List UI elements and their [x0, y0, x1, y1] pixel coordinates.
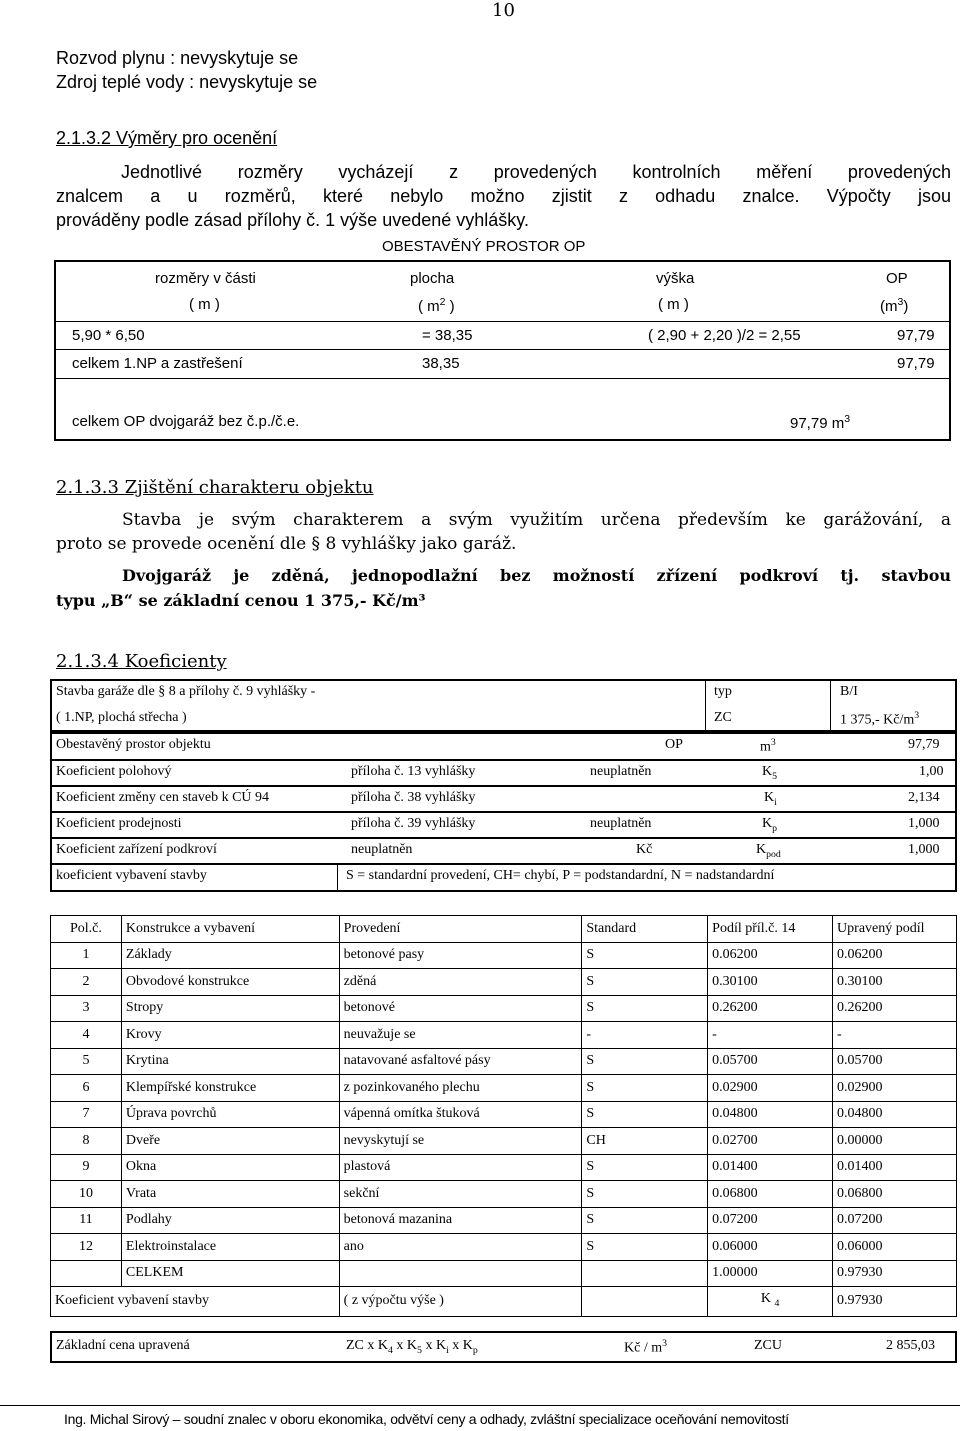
- op-row-area: = 38,35: [422, 327, 473, 344]
- equipment-k4-label: Koeficient vybavení stavby: [51, 1287, 340, 1317]
- op-row-height: ( 2,90 + 2,20 )/2 = 2,55: [648, 327, 801, 344]
- coef-kv-label: koeficient vybavení stavby: [56, 868, 207, 883]
- equipment-item-share: 0.07200: [708, 1207, 833, 1234]
- coef-kp-note: neuplatněn: [590, 816, 652, 831]
- equipment-item-share: 0.02700: [708, 1128, 833, 1155]
- equipment-item-construction: Krytina: [121, 1048, 339, 1075]
- equipment-item-execution: zděná: [339, 969, 582, 996]
- op-header-height: výška: [656, 270, 695, 287]
- equipment-k4-value: 0.97930: [833, 1287, 957, 1317]
- section-heading-charakter: [56, 476, 374, 500]
- coef-kpod-source: neuplatněn: [351, 842, 413, 857]
- coef-kv-divider: [337, 863, 338, 892]
- equipment-row: [51, 942, 957, 969]
- charakter-paragraph-line2: proto se provede ocenění dle § 8 vyhlášky jako garáž.: [56, 534, 517, 554]
- charakter-paragraph-line1: Stavba je svým charakterem a svým využitím určena především ke garážování, a: [122, 510, 951, 530]
- final-unit-sup: 3: [662, 1338, 668, 1349]
- gas-line: Rozvod plynu : nevyskytuje se: [56, 48, 299, 68]
- equipment-item-execution: betonové: [339, 995, 582, 1022]
- coef-k5-symbol: [762, 764, 777, 782]
- equipment-item-share: 0.02900: [708, 1075, 833, 1102]
- equipment-total-empty: [339, 1260, 582, 1287]
- coef-kpod-value: 1,000: [908, 842, 940, 857]
- equipment-row: [51, 995, 957, 1022]
- op-unit-area-base: ( m: [418, 298, 440, 315]
- op-unit-op: [880, 296, 908, 315]
- op-sum-value-sup: 3: [844, 413, 851, 425]
- coef-op-value: 97,79: [908, 737, 940, 752]
- equipment-item-number: 3: [51, 995, 122, 1022]
- equipment-item-standard: S: [582, 995, 708, 1022]
- equipment-item-construction: Klempířské konstrukce: [121, 1075, 339, 1102]
- equipment-item-standard: S: [582, 969, 708, 996]
- equipment-row: [51, 969, 957, 996]
- op-row-op: 97,79: [897, 327, 935, 344]
- op-unit-dims: ( m ): [189, 296, 220, 313]
- equipment-item-execution: betonová mazanina: [339, 1207, 582, 1234]
- equipment-row: [51, 1154, 957, 1181]
- op-unit-op-sup: 3: [897, 296, 904, 308]
- coef-r1-value: B/I: [840, 684, 858, 699]
- final-unit: [624, 1338, 667, 1357]
- op-unit-op-end: ): [903, 298, 909, 315]
- equipment-item-share: 0.05700: [708, 1048, 833, 1075]
- op-sum-label: celkem OP dvojgaráž bez č.p./č.e.: [72, 413, 300, 430]
- equipment-row: [51, 1128, 957, 1155]
- equipment-item-adjusted: 0.06200: [833, 942, 957, 969]
- op-unit-area-sup: 2: [439, 296, 446, 308]
- hot-water-line: Zdroj teplé vody : nevyskytuje se: [56, 72, 318, 92]
- coef-kp-symbol-sub: p: [772, 822, 778, 834]
- coef-ki-symbol-sub: i: [774, 796, 777, 808]
- final-value: 2 855,03: [886, 1338, 935, 1353]
- coef-kpod-symbol-sub: pod: [766, 848, 781, 860]
- final-formula-part: x K: [421, 1338, 447, 1353]
- op-sum-value: [790, 413, 850, 432]
- equipment-row: [51, 1022, 957, 1049]
- op-divider-2: [54, 349, 951, 350]
- coef-ki-symbol: [764, 790, 777, 808]
- equipment-item-standard: S: [582, 1207, 708, 1234]
- coef-r2-value-sup: 3: [914, 710, 920, 721]
- vymery-paragraph-line2: znalcem a u rozměrů, které nebylo možno zjistit z odhadu znalce. Výpočty jsou: [56, 186, 951, 206]
- equipment-item-share: 0.06800: [708, 1181, 833, 1208]
- equipment-header-cell: Podíl příl.č. 14: [708, 916, 833, 943]
- op-total-area: 38,35: [422, 355, 460, 372]
- equipment-total-share: 1.00000: [708, 1260, 833, 1287]
- coef-ki-value: 2,134: [908, 790, 940, 805]
- op-divider-3: [54, 378, 951, 379]
- equipment-item-share: 0.04800: [708, 1101, 833, 1128]
- coef-k5-value: 1,00: [919, 764, 944, 779]
- op-unit-height: ( m ): [658, 296, 689, 313]
- section-heading-charakter-text: 2.1.3.3 Zjištění charakteru objektu: [56, 477, 374, 498]
- coef-frame-kp: [50, 811, 957, 839]
- equipment-k4-empty: [582, 1287, 708, 1317]
- equipment-item-standard: S: [582, 1234, 708, 1261]
- final-formula-part: ZC x K: [346, 1338, 388, 1353]
- coef-kpod-symbol-base: K: [756, 842, 767, 857]
- coef-r2-zc: ZC: [714, 710, 732, 725]
- equipment-item-adjusted: 0.26200: [833, 995, 957, 1022]
- equipment-item-execution: z pozinkovaného plechu: [339, 1075, 582, 1102]
- final-formula-part: x K: [448, 1338, 473, 1353]
- equipment-row: [51, 1181, 957, 1208]
- equipment-item-number: 2: [51, 969, 122, 996]
- equipment-item-adjusted: -: [833, 1022, 957, 1049]
- equipment-k4-note: ( z výpočtu výše ): [339, 1287, 582, 1317]
- op-divider-1: [54, 321, 951, 322]
- op-unit-op-base: (m: [880, 298, 898, 315]
- equipment-total-row: [51, 1260, 957, 1287]
- coef-kpod-label: Koeficient zařízení podkroví: [56, 842, 217, 857]
- charakter-bold-line2: typu „B“ se základní cenou 1 375,- Kč/m³: [56, 591, 426, 610]
- equipment-item-execution: natavované asfaltové pásy: [339, 1048, 582, 1075]
- equipment-item-number: 7: [51, 1101, 122, 1128]
- equipment-item-execution: sekční: [339, 1181, 582, 1208]
- coef-kp-label: Koeficient prodejnosti: [56, 816, 182, 831]
- equipment-header-cell: Provedení: [339, 916, 582, 943]
- equipment-item-construction: Krovy: [121, 1022, 339, 1049]
- equipment-item-number: 11: [51, 1207, 122, 1234]
- coef-k5-symbol-base: K: [762, 764, 773, 779]
- section-heading-koeficienty: [56, 650, 227, 674]
- final-formula-sub: p: [472, 1344, 478, 1356]
- equipment-item-adjusted: 0.07200: [833, 1207, 957, 1234]
- equipment-item-construction: Podlahy: [121, 1207, 339, 1234]
- equipment-row: [51, 1048, 957, 1075]
- equipment-item-execution: nevyskytují se: [339, 1128, 582, 1155]
- equipment-item-adjusted: 0.06000: [833, 1234, 957, 1261]
- op-table-title: OBESTAVĚNÝ PROSTOR OP: [382, 238, 586, 255]
- equipment-row: [51, 1207, 957, 1234]
- equipment-item-number: 9: [51, 1154, 122, 1181]
- coef-kv-legend: S = standardní provedení, CH= chybí, P = podstandardní, N = nadstandardní: [346, 868, 775, 883]
- final-unit-base: Kč / m: [624, 1340, 663, 1356]
- coef-ki-label: Koeficient změny cen staveb k CÚ 94: [56, 790, 270, 805]
- coef-kp-source: příloha č. 39 vyhlášky: [351, 816, 476, 831]
- section-heading-vymery-text: 2.1.3.2 Výměry pro ocenění: [56, 128, 278, 148]
- equipment-row: [51, 1075, 957, 1102]
- final-label: Základní cena upravená: [56, 1338, 190, 1353]
- footer-rule: [0, 1405, 960, 1406]
- final-formula-sub: 5: [417, 1344, 422, 1356]
- equipment-item-number: 5: [51, 1048, 122, 1075]
- coef-r1-typ: typ: [714, 684, 732, 699]
- final-zcu: ZCU: [754, 1338, 782, 1353]
- final-formula: [346, 1338, 478, 1356]
- equipment-item-adjusted: 0.30100: [833, 969, 957, 996]
- final-formula-part: x K: [392, 1338, 418, 1353]
- equipment-item-standard: S: [582, 1101, 708, 1128]
- equipment-item-standard: CH: [582, 1128, 708, 1155]
- vymery-paragraph-line3: prováděny podle zásad přílohy č. 1 výše uvedené vyhlášky.: [56, 210, 529, 230]
- equipment-header-cell: Pol.č.: [51, 916, 122, 943]
- coef-k5-symbol-sub: 5: [772, 770, 778, 782]
- equipment-item-construction: Okna: [121, 1154, 339, 1181]
- coef-kpod-symbol: [756, 842, 781, 860]
- coef-top-divider-1: [705, 679, 706, 732]
- equipment-item-execution: neuvažuje se: [339, 1022, 582, 1049]
- equipment-item-standard: S: [582, 1181, 708, 1208]
- equipment-k4-symbol-base: K: [760, 1291, 771, 1306]
- equipment-row: [51, 1101, 957, 1128]
- coef-ki-symbol-base: K: [764, 790, 775, 805]
- equipment-item-share: 0.26200: [708, 995, 833, 1022]
- equipment-item-adjusted: 0.00000: [833, 1128, 957, 1155]
- coef-top-divider-2: [830, 679, 831, 732]
- equipment-item-execution: betonové pasy: [339, 942, 582, 969]
- equipment-header-cell: Standard: [582, 916, 708, 943]
- coef-kpod-currency: Kč: [636, 842, 653, 857]
- equipment-item-adjusted: 0.06800: [833, 1181, 957, 1208]
- equipment-item-construction: Vrata: [121, 1181, 339, 1208]
- equipment-header-row: [51, 916, 957, 943]
- equipment-item-adjusted: 0.05700: [833, 1048, 957, 1075]
- op-row-dims: 5,90 * 6,50: [72, 327, 145, 344]
- equipment-item-number: 4: [51, 1022, 122, 1049]
- charakter-bold-line1: Dvojgaráž je zděná, jednopodlažní bez možností zřízení podkroví tj. stavbou: [122, 566, 951, 585]
- equipment-item-number: 1: [51, 942, 122, 969]
- coef-r2-value-base: 1 375,- Kč/m: [840, 712, 915, 728]
- equipment-item-share: 0.30100: [708, 969, 833, 996]
- op-unit-area-end: ): [445, 298, 455, 315]
- equipment-body: [51, 942, 957, 1260]
- section-heading-koeficienty-text: 2.1.3.4 Koeficienty: [56, 651, 227, 672]
- op-total-op: 97,79: [897, 355, 935, 372]
- equipment-row: [51, 1234, 957, 1261]
- op-header-dims: rozměry v části: [155, 270, 256, 287]
- final-formula-sub: i: [446, 1344, 449, 1356]
- equipment-k4-symbol-sub: 4: [774, 1297, 780, 1309]
- coef-kp-value: 1,000: [908, 816, 940, 831]
- op-unit-area: [418, 296, 455, 315]
- coef-op-label: Obestavěný prostor objektu: [56, 737, 211, 752]
- equipment-item-share: -: [708, 1022, 833, 1049]
- op-sum-value-base: 97,79 m: [790, 415, 845, 432]
- equipment-item-execution: vápenná omítka štuková: [339, 1101, 582, 1128]
- equipment-total-empty: [51, 1260, 122, 1287]
- equipment-item-construction: Dveře: [121, 1128, 339, 1155]
- equipment-item-adjusted: 0.01400: [833, 1154, 957, 1181]
- equipment-item-number: 8: [51, 1128, 122, 1155]
- coef-r2-value: [840, 710, 919, 729]
- equipment-header-cell: Konstrukce a vybavení: [121, 916, 339, 943]
- coef-op-unit-sup: 3: [770, 737, 776, 748]
- op-total-label: celkem 1.NP a zastřešení: [72, 355, 243, 372]
- equipment-item-standard: -: [582, 1022, 708, 1049]
- coef-k5-source: příloha č. 13 vyhlášky: [351, 764, 476, 779]
- equipment-item-standard: S: [582, 1048, 708, 1075]
- equipment-item-standard: S: [582, 1154, 708, 1181]
- equipment-item-adjusted: 0.04800: [833, 1101, 957, 1128]
- equipment-item-execution: plastová: [339, 1154, 582, 1181]
- op-header-area: plocha: [410, 270, 455, 287]
- equipment-item-construction: Stropy: [121, 995, 339, 1022]
- coef-frame-k5: [50, 759, 957, 787]
- coef-r2-label: ( 1.NP, plochá střecha ): [56, 710, 187, 725]
- equipment-item-construction: Úprava povrchů: [121, 1101, 339, 1128]
- footer-text: Ing. Michal Sirový – soudní znalec v oboru ekonomika, odvětví ceny a odhady, zvláštní specializace oceňování nemovitostí: [64, 1411, 789, 1427]
- equipment-k4-symbol: [708, 1287, 833, 1317]
- equipment-item-number: 6: [51, 1075, 122, 1102]
- coef-k5-label: Koeficient polohový: [56, 764, 172, 779]
- equipment-total-label: CELKEM: [121, 1260, 339, 1287]
- page-number: 10: [492, 0, 515, 21]
- equipment-header-cell: Upravený podíl: [833, 916, 957, 943]
- equipment-item-share: 0.01400: [708, 1154, 833, 1181]
- equipment-item-share: 0.06200: [708, 942, 833, 969]
- equipment-item-construction: Obvodové konstrukce: [121, 969, 339, 996]
- coef-ki-source: příloha č. 38 vyhlášky: [351, 790, 476, 805]
- final-formula-sub: 4: [388, 1344, 393, 1356]
- equipment-table: [50, 915, 957, 1317]
- equipment-item-adjusted: 0.02900: [833, 1075, 957, 1102]
- section-heading-vymery: [56, 126, 277, 150]
- coef-op-unit-base: m: [760, 739, 771, 755]
- coef-kp-symbol-base: K: [762, 816, 773, 831]
- equipment-total-empty: [582, 1260, 708, 1287]
- equipment-item-construction: Základy: [121, 942, 339, 969]
- coef-kp-symbol: [762, 816, 777, 834]
- equipment-k4-row: [51, 1287, 957, 1317]
- vymery-paragraph-line1: Jednotlivé rozměry vycházejí z provedených kontrolních měření provedených: [121, 162, 951, 182]
- equipment-item-construction: Elektroinstalace: [121, 1234, 339, 1261]
- equipment-item-share: 0.06000: [708, 1234, 833, 1261]
- coef-k5-note: neuplatněn: [590, 764, 652, 779]
- op-header-op: OP: [886, 270, 908, 287]
- coef-r1-label: Stavba garáže dle § 8 a přílohy č. 9 vyhlášky -: [56, 684, 316, 699]
- equipment-item-standard: S: [582, 1075, 708, 1102]
- coef-op-symbol: OP: [665, 737, 683, 752]
- equipment-item-number: 12: [51, 1234, 122, 1261]
- equipment-total-adjusted: 0.97930: [833, 1260, 957, 1287]
- equipment-item-number: 10: [51, 1181, 122, 1208]
- equipment-item-execution: ano: [339, 1234, 582, 1261]
- equipment-item-standard: S: [582, 942, 708, 969]
- coef-op-unit: [760, 737, 776, 756]
